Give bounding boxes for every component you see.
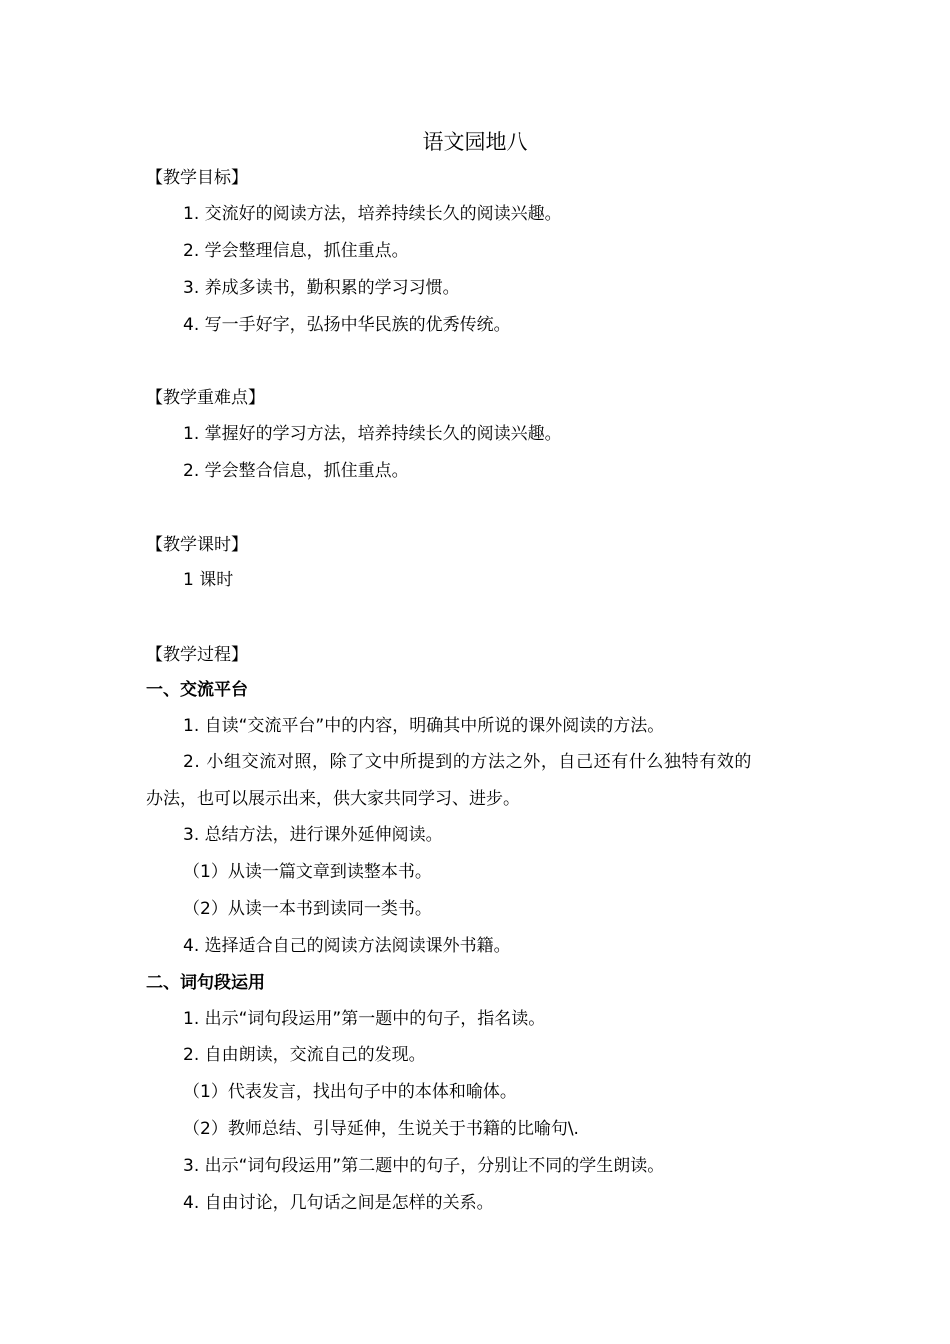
key-points-heading: 【教学重难点】: [146, 388, 265, 408]
periods-heading: 【教学课时】: [146, 535, 248, 555]
objective-item-4: 4. 写一手好字，弘扬中华民族的优秀传统。: [183, 315, 511, 335]
objective-item-2: 2. 学会整理信息，抓住重点。: [183, 241, 409, 261]
exchange-line-2-cont: 办法，也可以展示出来，供大家共同学习、进步。: [146, 789, 520, 809]
exchange-sub-1: （1）从读一篇文章到读整本书。: [183, 862, 432, 882]
exchange-line-1: 1. 自读“交流平台”中的内容，明确其中所说的课外阅读的方法。: [183, 716, 665, 736]
phrases-line-3: 3. 出示“词句段运用”第二题中的句子，分别让不同的学生朗读。: [183, 1156, 665, 1176]
section-title-exchange: 一、交流平台: [146, 680, 248, 700]
phrases-sub-2: （2）教师总结、引导延伸，生说关于书籍的比喻句\.: [183, 1119, 579, 1139]
phrases-line-4: 4. 自由讨论，几句话之间是怎样的关系。: [183, 1193, 494, 1213]
objective-item-3: 3. 养成多读书，勤积累的学习习惯。: [183, 278, 460, 298]
key-point-item-2: 2. 学会整合信息，抓住重点。: [183, 461, 409, 481]
phrases-sub-1: （1）代表发言，找出句子中的本体和喻体。: [183, 1082, 517, 1102]
section-title-phrases: 二、词句段运用: [146, 973, 265, 993]
exchange-line-3: 3. 总结方法，进行课外延伸阅读。: [183, 825, 443, 845]
objective-item-1: 1. 交流好的阅读方法，培养持续长久的阅读兴趣。: [183, 204, 562, 224]
key-point-item-1: 1. 掌握好的学习方法，培养持续长久的阅读兴趣。: [183, 424, 562, 444]
exchange-sub-2: （2）从读一本书到读同一类书。: [183, 899, 432, 919]
objectives-heading: 【教学目标】: [146, 168, 248, 188]
periods-value: 1 课时: [183, 570, 234, 590]
document-title: 语文园地八: [422, 130, 528, 154]
exchange-line-2: 2. 小组交流对照，除了文中所提到的方法之外，自己还有什么独特有效的: [183, 752, 753, 772]
exchange-line-4: 4. 选择适合自己的阅读方法阅读课外书籍。: [183, 936, 511, 956]
phrases-line-2: 2. 自由朗读，交流自己的发现。: [183, 1045, 426, 1065]
phrases-line-1: 1. 出示“词句段运用”第一题中的句子，指名读。: [183, 1009, 546, 1029]
process-heading: 【教学过程】: [146, 645, 248, 665]
